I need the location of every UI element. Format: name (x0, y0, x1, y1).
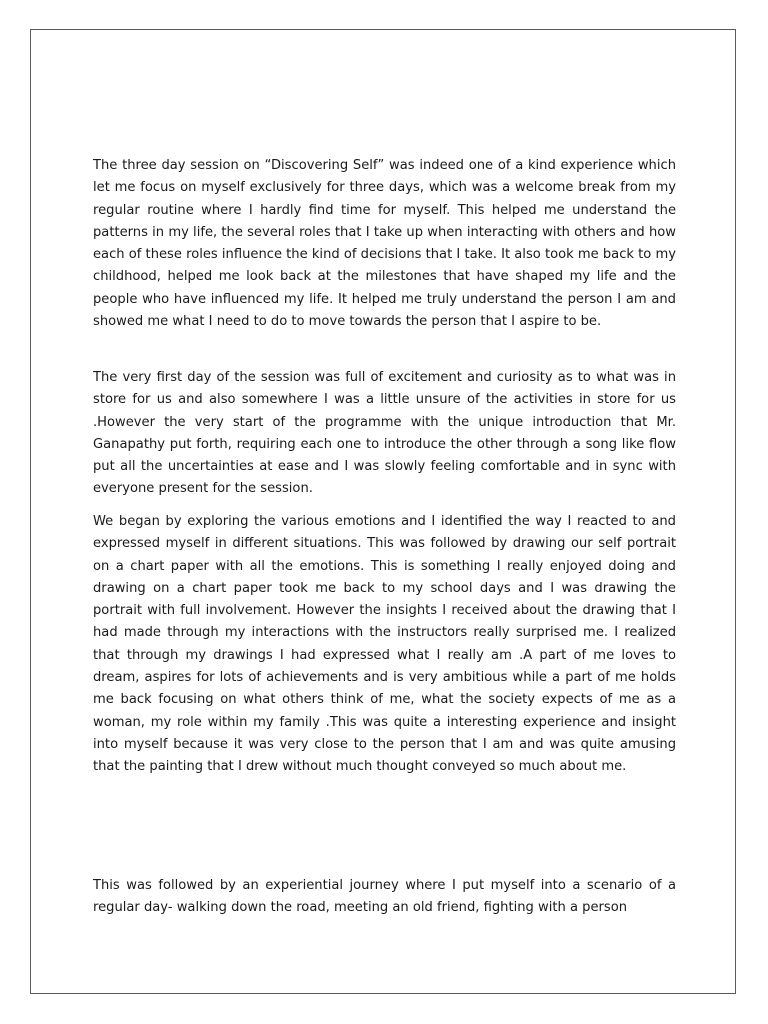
document-page (30, 29, 736, 994)
paragraph-2: The very first day of the session was full of excitement and curiosity as to what was in store for us and also somewhere I was a little unsure of the activities in store for us .However the very start of the programme with the unique introduction that Mr. Ganapathy put forth, requiring each one to introduce the other through a song like flow put all the uncertainties at ease and I was slowly feeling comfortable and in sync with everyone present for the session. (93, 370, 676, 497)
paragraph-4: This was followed by an experiential journey where I put myself into a scenario of a regular day- walking down the road, meeting an old friend, fighting with a person (93, 878, 676, 916)
paragraph-1: The three day session on “Discovering Self” was indeed one of a kind experience which let me focus on myself exclusively for three days, which was a welcome break from my regular routine where I hardly find time for myself. This helped me understand the patterns in my life, the several roles that I take up when interacting with others and how each of these roles influence the kind of decisions that I take. It also took me back to my childhood, helped me look back at the milestones that have shaped my life and the people who have influenced my life. It helped me truly understand the person I am and showed me what I need to do to move towards the person that I aspire to be. (93, 158, 676, 330)
paragraph-3: We began by exploring the various emotions and I identified the way I reacted to and expressed myself in different situations. This was followed by drawing our self portrait on a chart paper with all the emotions. This is something I really enjoyed doing and drawing on a chart paper took me back to my school days and I was drawing the portrait with full involvement. However the insights I received about the drawing that I had made through my interactions with the instructors really surprised me. I realized that through my drawings I had expressed what I really am .A part of me loves to dream, aspires for lots of achievements and is very ambitious while a part of me holds me back focusing on what others think of me, what the society expects of me as a woman, my role within my family .This was quite a interesting experience and insight into myself because it was very close to the person that I am and was quite amusing that the painting that I drew without much thought conveyed so much about me. (93, 514, 676, 775)
